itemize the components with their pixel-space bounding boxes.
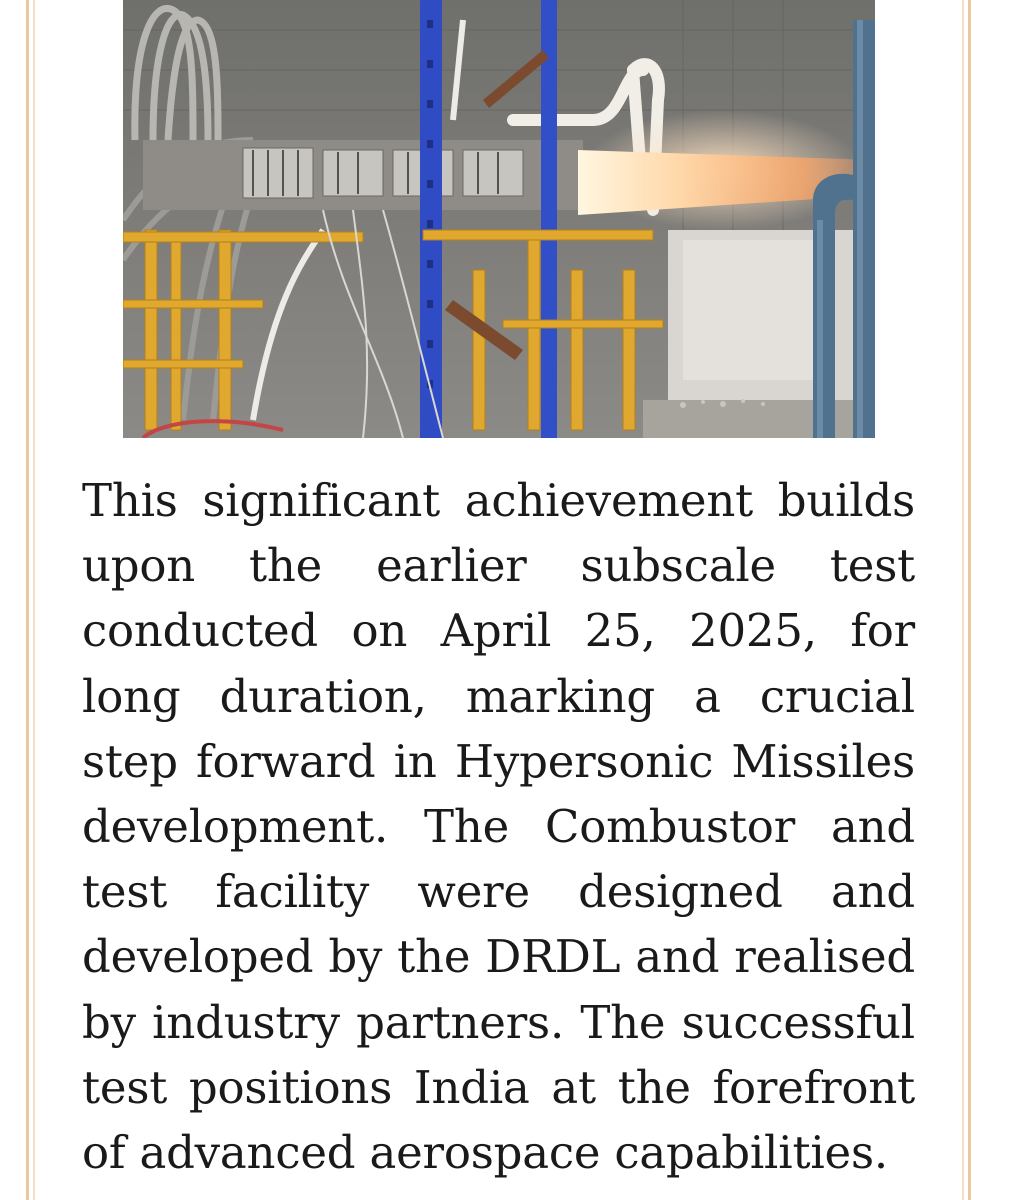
left-border-rule bbox=[26, 0, 35, 1200]
scramjet-combustor-test-photo bbox=[123, 0, 875, 438]
article-body-text: This significant achievement builds upon the earlier subscale test conducted on April 25, 2025, for long duration, marking a crucial step forward in Hypersonic Missiles development. The Combustor and test facility were designed and developed by the DRDL and realised by industry partners. The successful test positions India at the forefront of advanced aerospace capabilities. bbox=[82, 474, 915, 1180]
right-border-rule bbox=[962, 0, 971, 1200]
